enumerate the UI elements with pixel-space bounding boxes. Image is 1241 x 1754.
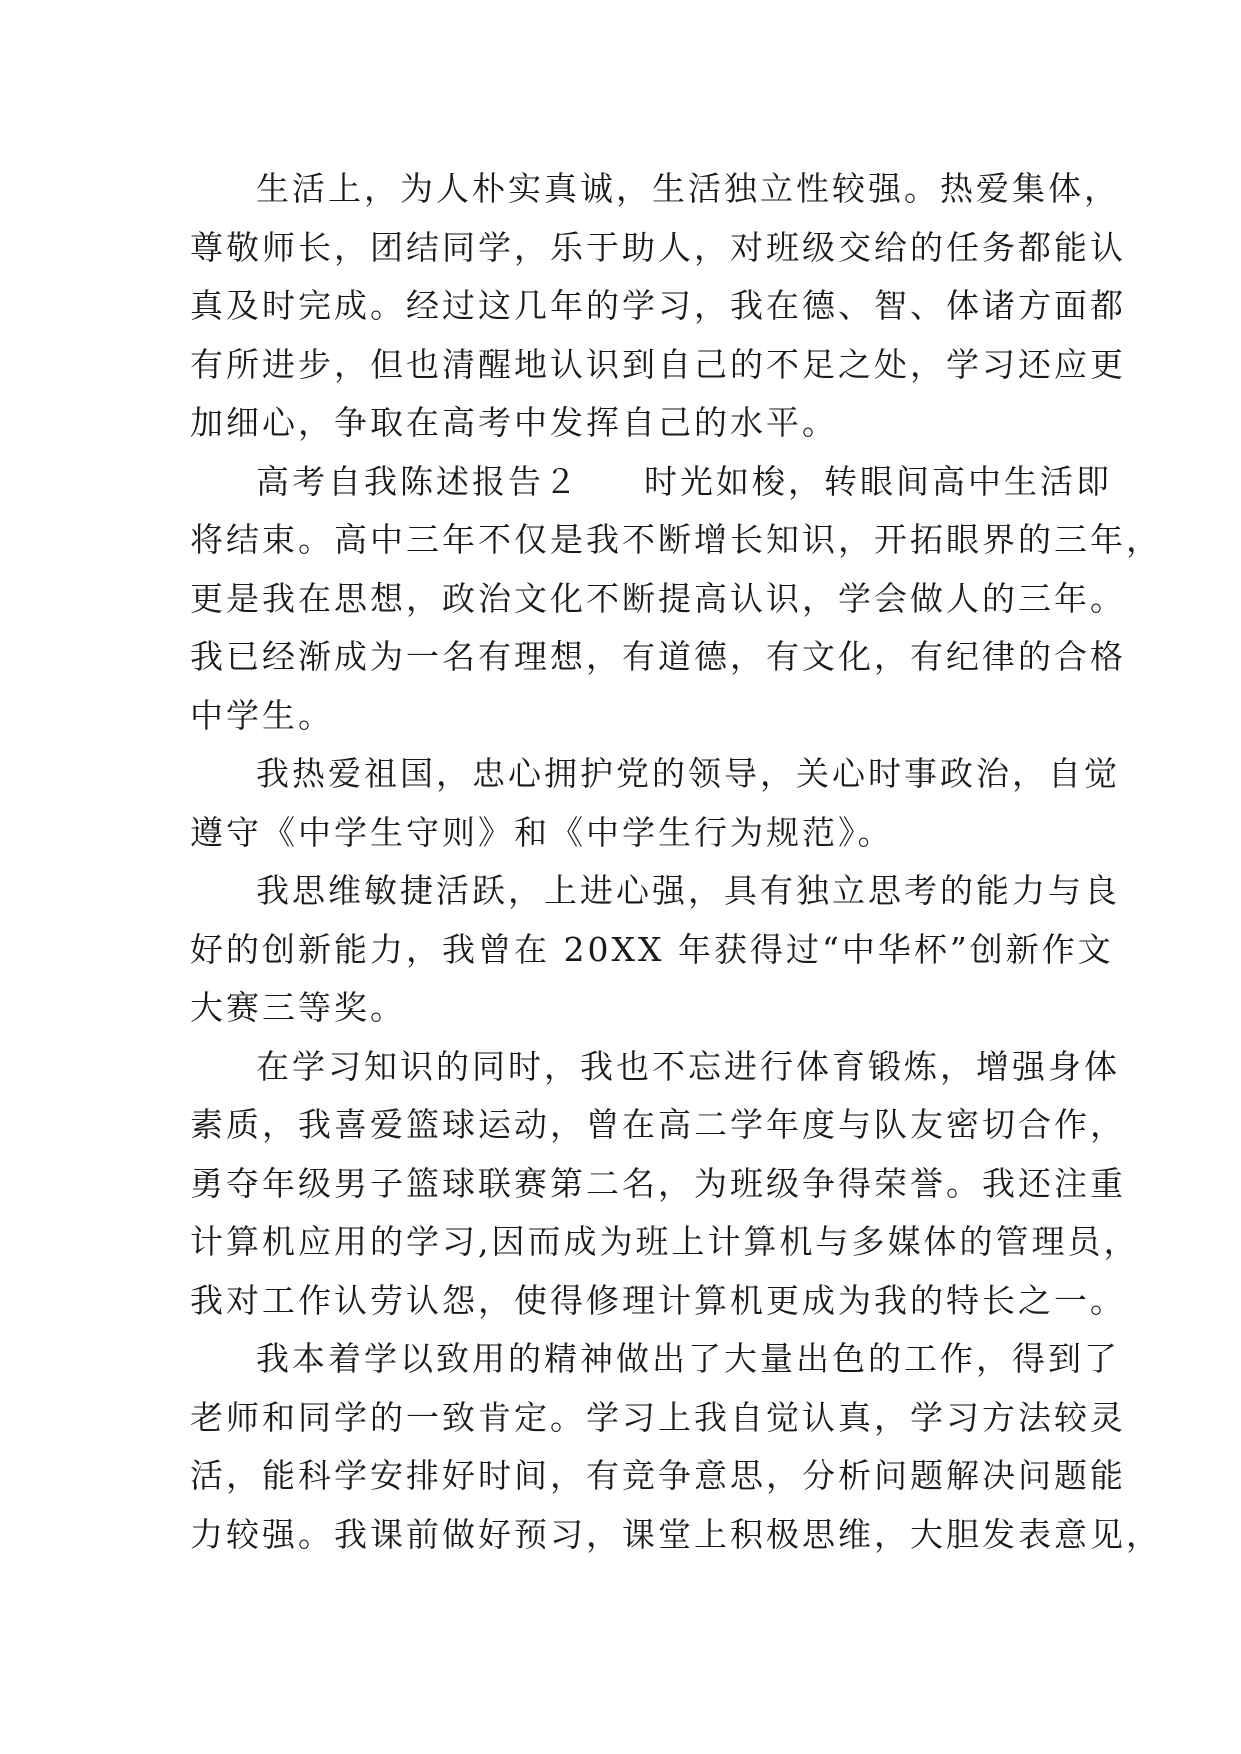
text-line: 遵守《中学生守则》和《中学生行为规范》。	[190, 812, 894, 852]
text-line: 大赛三等奖。	[190, 988, 406, 1027]
text-line: 计算机应用的学习,因而成为班上计算机与多媒体的管理员，	[190, 1222, 1140, 1261]
text-line: 更是我在思想，政治文化不断提高认识，学会做人的三年。	[190, 578, 1126, 618]
document-body	[190, 160, 1162, 1564]
section-heading-line	[190, 453, 1112, 512]
text-line: 活，能科学安排好时间，有竞争意思，分析问题解决问题能	[190, 1456, 1126, 1495]
text-line: 中学生。	[190, 695, 334, 735]
text-line: 生活上，为人朴实真诚，生活独立性较强。热爱集体，	[256, 169, 1120, 208]
text-line: 力较强。我课前做好预习，课堂上积极思维，大胆发表意见，	[190, 1514, 1162, 1554]
text-line: 我对工作认劳认怨，使得修理计算机更成为我的特长之一。	[190, 1280, 1126, 1320]
text-line: 有所进步，但也清醒地认识到自己的不足之处，学习还应更	[190, 344, 1126, 384]
text-line: 我思维敏捷活跃，上进心强，具有独立思考的能力与良	[256, 871, 1120, 910]
text-line: 将结束。高中三年不仅是我不断增长知识，开拓眼界的三年，	[190, 520, 1162, 559]
text-line: 我已经渐成为一名有理想，有道德，有文化，有纪律的合格	[190, 637, 1126, 676]
text-line: 我热爱祖国，忠心拥护党的领导，关心时事政治，自觉	[256, 754, 1120, 793]
section-heading: 高考自我陈述报告２	[256, 461, 580, 501]
text-line: 素质，我喜爱篮球运动，曾在高二学年度与队友密切合作，	[190, 1105, 1126, 1144]
section-opening-text: 时光如梭，转眼间高中生活即	[644, 461, 1112, 501]
text-line: 尊敬师长，团结同学，乐于助人，对班级交给的任务都能认	[190, 227, 1126, 267]
text-line: 老师和同学的一致肯定。学习上我自觉认真，学习方法较灵	[190, 1397, 1126, 1437]
text-line: 真及时完成。经过这几年的学习，我在德、智、体诸方面都	[190, 286, 1126, 325]
text-line: 好的创新能力，我曾在 20XX 年获得过“中华杯”创新作文	[190, 929, 1114, 969]
text-line: 我本着学以致用的精神做出了大量出色的工作，得到了	[256, 1339, 1120, 1378]
text-line: 勇夺年级男子篮球联赛第二名，为班级争得荣誉。我还注重	[190, 1163, 1126, 1203]
text-line: 加细心，争取在高考中发挥自己的水平。	[190, 403, 838, 442]
text-line: 在学习知识的同时，我也不忘进行体育锻炼，增强身体	[256, 1046, 1120, 1086]
